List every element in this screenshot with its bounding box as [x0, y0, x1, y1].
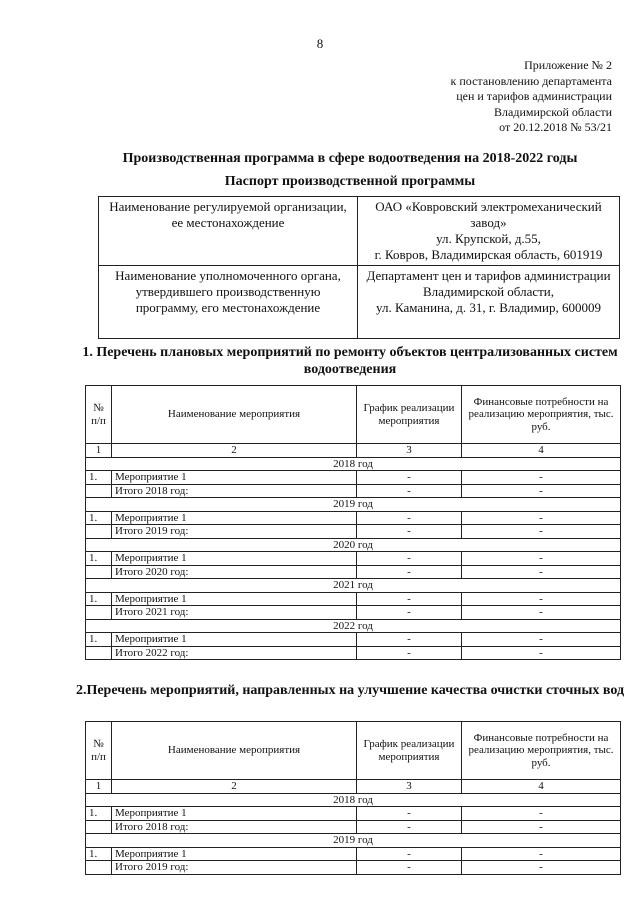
- header-name: Наименование мероприятия: [112, 386, 357, 444]
- row-schedule: -: [357, 484, 462, 498]
- row-finance: -: [462, 807, 621, 821]
- col-number: 4: [462, 444, 621, 458]
- row-schedule: -: [357, 820, 462, 834]
- row-num: [86, 646, 112, 660]
- row-num: 1.: [86, 633, 112, 647]
- authority-address: ул. Каманина, д. 31, г. Владимир, 600009: [376, 300, 601, 315]
- col-number: 1: [86, 780, 112, 794]
- row-finance: -: [462, 820, 621, 834]
- row-finance: -: [462, 592, 621, 606]
- year-row: [86, 793, 621, 807]
- org-name: ОАО «Ковровский электромеханический завод»: [375, 199, 602, 230]
- year-row: [86, 619, 621, 633]
- row-total-label: Итого 2021 год:: [112, 606, 357, 620]
- year-row: [86, 538, 621, 552]
- appendix-line: цен и тарифов администрации: [456, 89, 612, 103]
- year-row: [86, 498, 621, 512]
- row-finance: -: [462, 861, 621, 875]
- row-schedule: -: [357, 552, 462, 566]
- row-num: [86, 565, 112, 579]
- authority-details: [358, 266, 620, 339]
- col-number: 3: [357, 444, 462, 458]
- appendix-line: от 20.12.2018 № 53/21: [499, 120, 612, 134]
- row-schedule: -: [357, 525, 462, 539]
- year-label: 2020 год: [86, 538, 621, 552]
- year-label: 2019 год: [86, 498, 621, 512]
- row-num: 1.: [86, 552, 112, 566]
- row-schedule: -: [357, 847, 462, 861]
- appendix-block: [392, 58, 612, 136]
- row-finance: -: [462, 606, 621, 620]
- row-finance: -: [462, 633, 621, 647]
- header-schedule: График реализации мероприятия: [357, 386, 462, 444]
- row-schedule: -: [357, 606, 462, 620]
- row-schedule: -: [357, 861, 462, 875]
- total-row: [86, 565, 621, 579]
- year-row: [86, 834, 621, 848]
- table-row: [86, 552, 621, 566]
- row-item: Мероприятие 1: [112, 552, 357, 566]
- row-total-label: Итого 2019 год:: [112, 525, 357, 539]
- section1-table: [85, 385, 621, 660]
- row-finance: -: [462, 525, 621, 539]
- row-finance: -: [462, 484, 621, 498]
- table-header-row: [86, 722, 621, 780]
- table-row: [86, 471, 621, 485]
- header-schedule: График реализации мероприятия: [357, 722, 462, 780]
- section2-title: 2.Перечень мероприятий, направленных на улучшение качества очистки сточных вод: [75, 683, 625, 698]
- year-label: 2018 год: [86, 457, 621, 471]
- page-number: 8: [316, 36, 324, 51]
- row-total-label: Итого 2022 год:: [112, 646, 357, 660]
- header-name: Наименование мероприятия: [112, 722, 357, 780]
- col-number: 3: [357, 780, 462, 794]
- year-row: [86, 579, 621, 593]
- section1-title: 1. Перечень плановых мероприятий по ремонту объектов централизованных систем водоотведения: [82, 345, 618, 377]
- row-num: [86, 861, 112, 875]
- appendix-line: к постановлению департамента: [450, 73, 612, 88]
- total-row: [86, 606, 621, 620]
- col-number: 2: [112, 444, 357, 458]
- row-item: Мероприятие 1: [112, 592, 357, 606]
- row-schedule: -: [357, 592, 462, 606]
- row-schedule: -: [357, 471, 462, 485]
- document-subtitle: Паспорт производственной программы: [224, 174, 476, 189]
- section2-table: [85, 721, 621, 875]
- total-row: [86, 820, 621, 834]
- header-finance: Финансовые потребности на реализацию мероприятия, тыс. руб.: [462, 386, 621, 444]
- row-num: [86, 525, 112, 539]
- year-label: 2018 год: [86, 793, 621, 807]
- org-city: г. Ковров, Владимирская область, 601919: [374, 247, 603, 262]
- row-finance: -: [462, 847, 621, 861]
- table-row: [86, 633, 621, 647]
- row-item: Мероприятие 1: [112, 511, 357, 525]
- row-schedule: -: [357, 807, 462, 821]
- table-row: [86, 807, 621, 821]
- row-total-label: Итого 2020 год:: [112, 565, 357, 579]
- row-num: 1.: [86, 471, 112, 485]
- org-details: [358, 197, 620, 266]
- row-total-label: Итого 2019 год:: [112, 861, 357, 875]
- row-item: Мероприятие 1: [112, 633, 357, 647]
- header-num: № п/п: [86, 722, 112, 780]
- row-finance: -: [462, 646, 621, 660]
- passport-row: [99, 197, 620, 266]
- header-finance: Финансовые потребности на реализацию мероприятия, тыс. руб.: [462, 722, 621, 780]
- column-number-row: [86, 780, 621, 794]
- total-row: [86, 646, 621, 660]
- document-title: Производственная программа в сфере водоотведения на 2018-2022 годы: [122, 151, 578, 166]
- table-row: [86, 847, 621, 861]
- column-number-row: [86, 444, 621, 458]
- total-row: [86, 525, 621, 539]
- row-num: 1.: [86, 592, 112, 606]
- passport-table: [98, 196, 620, 339]
- row-item: Мероприятие 1: [112, 847, 357, 861]
- table-row: [86, 592, 621, 606]
- row-item: Мероприятие 1: [112, 471, 357, 485]
- row-num: 1.: [86, 511, 112, 525]
- table-header-row: [86, 386, 621, 444]
- year-row: [86, 457, 621, 471]
- year-label: 2022 год: [86, 619, 621, 633]
- row-schedule: -: [357, 646, 462, 660]
- total-row: [86, 861, 621, 875]
- appendix-line: Владимирской области: [494, 104, 612, 119]
- row-schedule: -: [357, 511, 462, 525]
- row-num: [86, 606, 112, 620]
- col-number: 4: [462, 780, 621, 794]
- col-number: 1: [86, 444, 112, 458]
- row-total-label: Итого 2018 год:: [112, 484, 357, 498]
- authority-name: Департамент цен и тарифов администрации Владимирской области,: [366, 268, 611, 299]
- row-finance: -: [462, 471, 621, 485]
- row-schedule: -: [357, 565, 462, 579]
- row-finance: -: [462, 552, 621, 566]
- header-num: № п/п: [86, 386, 112, 444]
- row-num: 1.: [86, 847, 112, 861]
- total-row: [86, 484, 621, 498]
- passport-row: [99, 266, 620, 339]
- row-schedule: -: [357, 633, 462, 647]
- row-item: Мероприятие 1: [112, 807, 357, 821]
- row-total-label: Итого 2018 год:: [112, 820, 357, 834]
- row-finance: -: [462, 511, 621, 525]
- year-label: 2021 год: [86, 579, 621, 593]
- row-num: [86, 484, 112, 498]
- org-street: ул. Крупской, д.55,: [436, 231, 541, 246]
- authority-label: Наименование уполномоченного органа, утвердившего производственную программу, его местонахождение: [99, 266, 358, 339]
- year-label: 2019 год: [86, 834, 621, 848]
- org-label: Наименование регулируемой организации, ее местонахождение: [99, 197, 358, 266]
- appendix-line: Приложение № 2: [524, 58, 612, 72]
- col-number: 2: [112, 780, 357, 794]
- row-finance: -: [462, 565, 621, 579]
- row-num: [86, 820, 112, 834]
- row-num: 1.: [86, 807, 112, 821]
- table-row: [86, 511, 621, 525]
